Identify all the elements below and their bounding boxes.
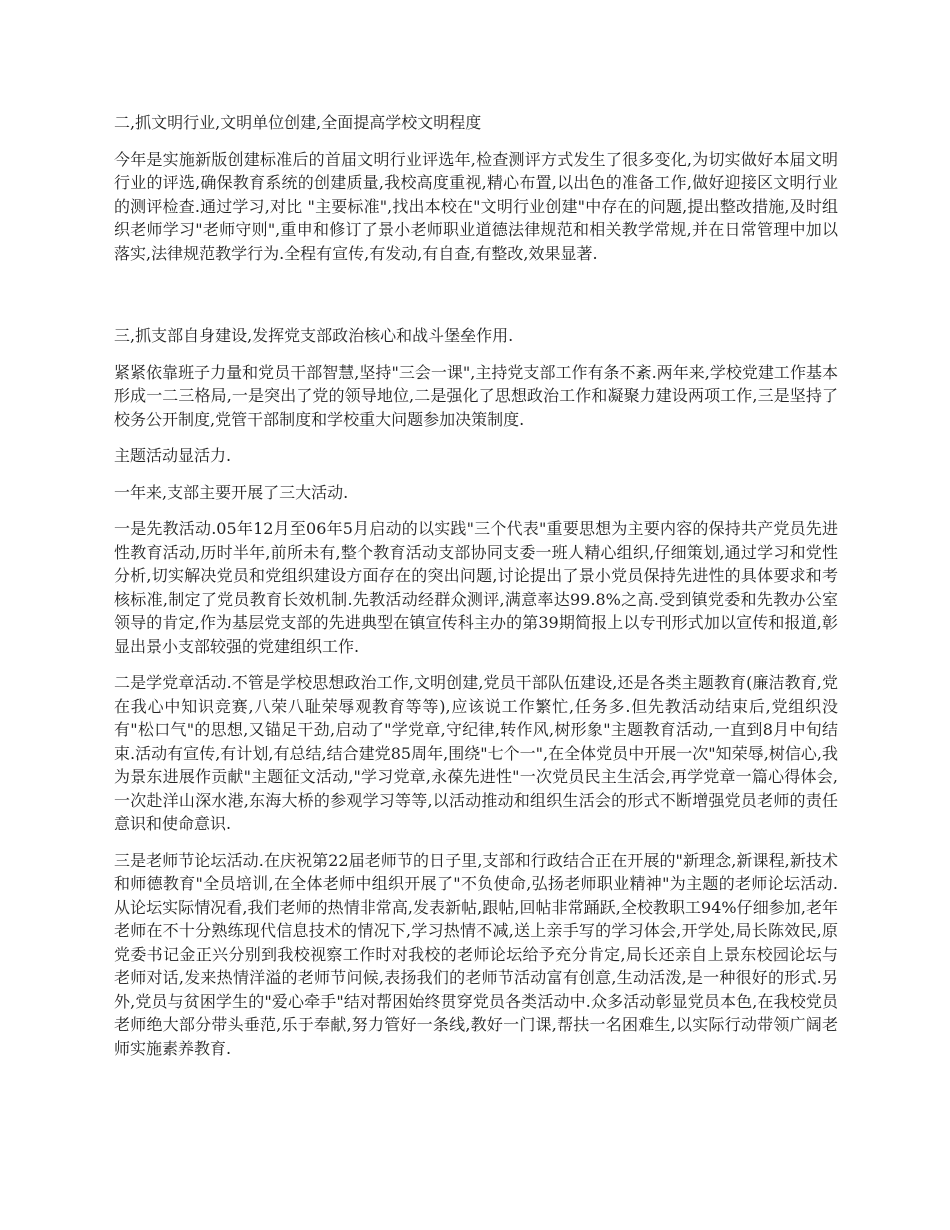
section-3-paragraph: 紧紧依靠班子力量和党员干部智慧,坚持"三会一课",主持党支部工作有条不紊.两年来,学校党建工作基本形成一二三格局,一是突出了党的领导地位,二是强化了思想政治工作和凝聚力建设两项工作,三是坚持了校务公开制度,党管干部制度和学校重大问题参加决策制度. xyxy=(114,362,838,429)
section-2-paragraph: 今年是实施新版创建标准后的首届文明行业评选年,检查测评方式发生了很多变化,为切实做好本届文明行业的评选,确保教育系统的创建质量,我校高度重视,精心布置,以出色的准备工作,做好迎接区文明行业的测评检查.通过学习,对比 "主要标准",找出本校在"文明行业创建"中存在的问题,提出整改措施,及时组织老师学习"老师守则",重申和修订了景小老师职业道德法律规范和相关教学常规,并在日常管理中加以落实,法律规范教学行为.全程有宣传,有发动,有自查,有整改,效果显著. xyxy=(114,149,838,263)
section-2-title: 二,抓文明行业,文明单位创建,全面提高学校文明程度 xyxy=(114,113,482,132)
section-gap xyxy=(114,278,838,324)
activity-1-paragraph: 一是先教活动.05年12月至06年5月启动的以实践"三个代表"重要思想为主要内容的保持共产党员先进性教育活动,历时半年,前所未有,整个教育活动支部协同支委一班人精心组织,仔细策划,通过学习和党性分析,切实解决党员和党组织建设方面存在的突出问题,讨论提出了景小党员保持先进性的具体要求和考核标准,制定了党员教育长效机制.先教活动经群众测评,满意率达99.8%之高.受到镇党委和先教办公室领导的肯定,作为基层党支部的先进典型在镇宣传科主办的第39期简报上以专刊形式加以宣传和报道,彰显出景小支部较强的党建组织工作. xyxy=(114,519,838,656)
theme-line: 主题活动显活力. xyxy=(114,446,232,465)
year-summary-line: 一年来,支部主要开展了三大活动. xyxy=(114,482,349,502)
activity-3-paragraph: 三是老师节论坛活动.在庆祝第22届老师节的日子里,支部和行政结合正在开展的"新理念,新课程,新技术和师德教育"全员培训,在全体老师中组织开展了"不负使命,弘扬老师职业精神"为主题的老师论坛活动.从论坛实际情况看,我们老师的热情非常高,发表新帖,跟帖,回帖非常踊跃,全校教职工94%仔细参加,老年老师在不十分熟练现代信息技术的情况下,学习热情不减,送上亲手写的学习体会,开学处,局长陈效民,原党委书记金正兴分别到我校视察工作时对我校的老师论坛给予充分肯定,局长还亲自上景东校园论坛与老师对话,发来热情洋溢的老师节问候,表扬我们的老师节活动富有创意,生动活泼,是一种很好的形式.另外,党员与贫困学生的"爱心牵手"结对帮困始终贯穿党员各类活动中.众多活动彰显党员本色,在我校党员老师绝大部分带头垂范,乐于奉献,努力管好一条线,教好一门课,帮扶一名困难生,以实际行动带领广阔老师实施素养教育. xyxy=(114,850,838,1058)
section-3-title: 三,抓支部自身建设,发挥党支部政治核心和战斗堡垒作用. xyxy=(114,326,514,345)
activity-2-paragraph: 二是学党章活动.不管是学校思想政治工作,文明创建,党员干部队伍建设,还是各类主题教育(廉洁教育,党在我心中知识竞赛,八荣八耻荣辱观教育等等),应该说工作繁忙,任务多.但先教活动结束后,党组织没有"松口气"的思想,又锚足干劲,启动了"学党章,守纪律,转作风,树形象"主题教育活动,一直到8月中旬结束.活动有宣传,有计划,有总结,结合建党85周年,围绕"七个一",在全体党员中开展一次"知荣辱,树信心,我为景东进展作贡献"主题征文活动,"学习党章,永葆先进性"一次党员民主生活会,再学党章一篇心得体会,一次赴洋山深水港,东海大桥的参观学习等等,以活动推动和组织生活会的形式不断增强党员老师的责任意识和使命意识. xyxy=(114,673,838,833)
document-body xyxy=(114,111,838,1073)
